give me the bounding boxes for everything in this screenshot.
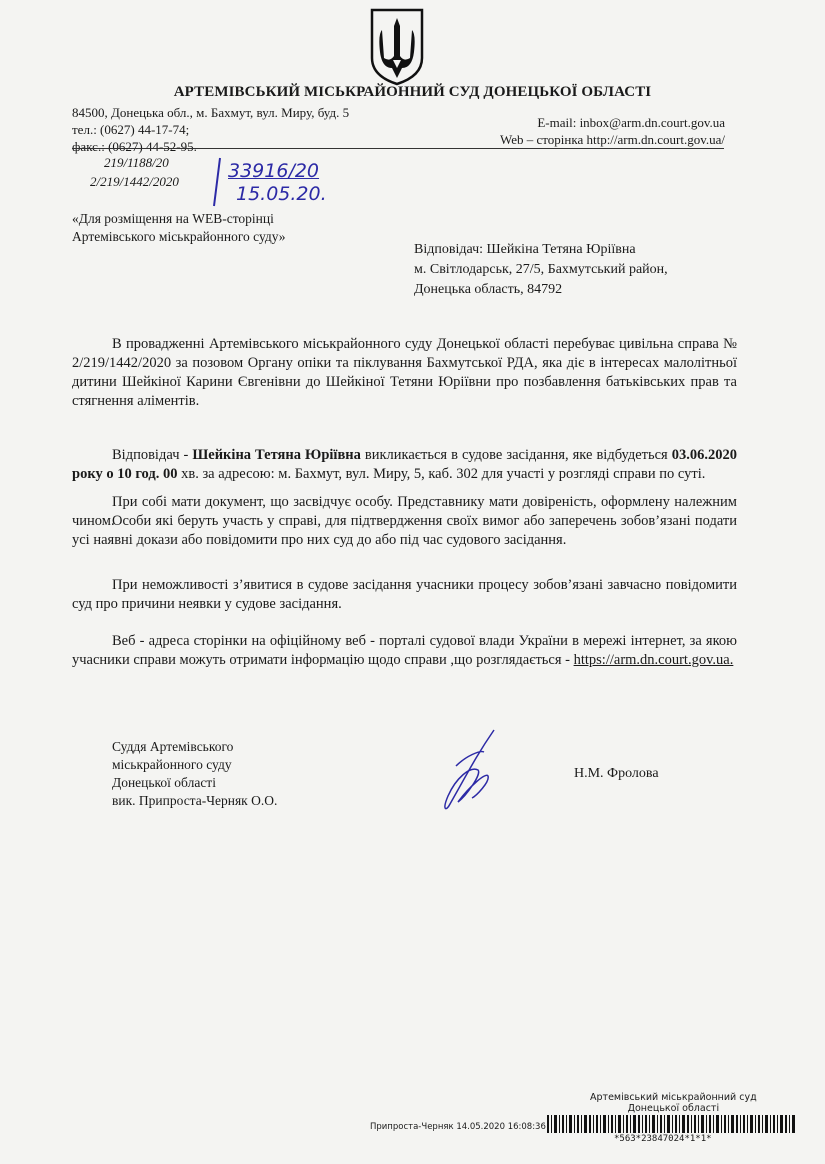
court-phone: тел.: (0627) 44-17-74; (72, 122, 190, 137)
respondent-bold-name: Шейкіна Тетяна Юріївна (192, 447, 361, 463)
judge-title-3: Донецької області (112, 775, 216, 790)
body-paragraph-6 (72, 632, 737, 670)
web-note-line-2: Артемівського міськрайонного суду» (72, 229, 286, 244)
court-address: 84500, Донецька обл., м. Бахмут, вул. Миру, буд. 5 (72, 105, 350, 120)
respondent-block (414, 240, 668, 300)
body-paragraph-4 (72, 512, 737, 550)
footer-court-line-1: Артемівський міськрайонний суд (590, 1092, 757, 1103)
handwritten-bracket (210, 156, 224, 208)
document-requirement: При собі мати документ, що засвідчує особу. Представнику мати довіреність, оформлену належним чином. (72, 494, 737, 529)
barcode-icon (547, 1115, 797, 1133)
executor: вик. Припроста-Черняк О.О. (112, 793, 278, 808)
court-email: E-mail: inbox@arm.dn.court.gov.ua (537, 115, 725, 130)
signature-icon (436, 726, 506, 816)
court-web: Web – сторінка http://arm.dn.court.gov.ua/ (499, 132, 725, 147)
handwritten-reg-date: 15.05.20. (236, 183, 327, 205)
barcode-number: *563*23847024*1*1* (614, 1134, 712, 1144)
footer-court-line-2: Донецької області (627, 1103, 720, 1114)
summons-lead: Відповідач - (112, 447, 193, 463)
hearing-date: 03.06.2020 року о 10 год. 00 (72, 447, 737, 482)
web-placement-note (72, 210, 286, 246)
summons-tail: хв. за адресою: м. Бахмут, вул. Миру, 5, каб. 302 для участі у розгляді справи по суті. (177, 466, 706, 482)
respondent-address-1: м. Світлодарськ, 27/5, Бахмутський район, (414, 262, 668, 277)
portal-text: Веб - адреса сторінки на офіційному веб - порталі судової влади України в мережі інтернет, за якою учасники справи можуть отримати інформацію щодо справи ,що розглядається - (72, 633, 737, 668)
evidence-requirement: Особи які беруть участь у справі, для підтвердження своїх вимог або заперечень зобов’язані подати усі наявні докази або повідомити про них суд до або під час судового засідання. (72, 513, 737, 548)
case-ref-1: 219/1188/20 (104, 155, 169, 170)
web-note-line-1: «Для розміщення на WEB-сторінці (72, 211, 274, 226)
court-title: АРТЕМІВСЬКИЙ МІСЬКРАЙОННИЙ СУД ДОНЕЦЬКОЇ ОБЛАСТІ (173, 84, 652, 100)
footer-court (590, 1092, 757, 1114)
judge-title-2: міськрайонного суду (112, 757, 232, 772)
respondent-name: Відповідач: Шейкіна Тетяна Юріївна (414, 242, 636, 257)
coat-of-arms-icon (368, 8, 426, 86)
summons-mid: викликається в судове засідання, яке відбудеться (360, 447, 672, 463)
absence-notice: При неможливості з’явитися в судове засідання учасники процесу зобов’язані завчасно повідомити суд про причини неявки у судове засідання. (72, 577, 737, 612)
judge-name: Н.М. Фролова (574, 766, 659, 781)
header-divider (72, 148, 724, 149)
court-fax: факс.: (0627) 44-52-95. (72, 139, 197, 154)
judge-block (112, 738, 277, 810)
portal-link[interactable]: https://arm.dn.court.gov.ua. (573, 652, 734, 668)
case-description: В провадженні Артемівського міськрайонного суду Донецької області перебуває цивільна справа № 2/219/1442/2020 за позовом Органу опіки та піклування Бахмутської РДА, яка діє в інтересах малолітньої дитини Шейкіної Карини Євгенівни до Шейкіної Тетяни Юріївни про позбавлення батьківських прав та стягнення аліментів. (72, 336, 737, 409)
handwritten-reg-number: 33916/20 (228, 160, 320, 182)
body-paragraph-1 (72, 335, 737, 411)
body-paragraph-5 (72, 576, 737, 614)
judge-title-1: Суддя Артемівського (112, 739, 234, 754)
respondent-address-2: Донецька область, 84792 (414, 282, 563, 297)
footer-stamp: Припроста-Черняк 14.05.2020 16:08:36 (370, 1122, 546, 1132)
case-ref-2: 2/219/1442/2020 (90, 174, 179, 189)
